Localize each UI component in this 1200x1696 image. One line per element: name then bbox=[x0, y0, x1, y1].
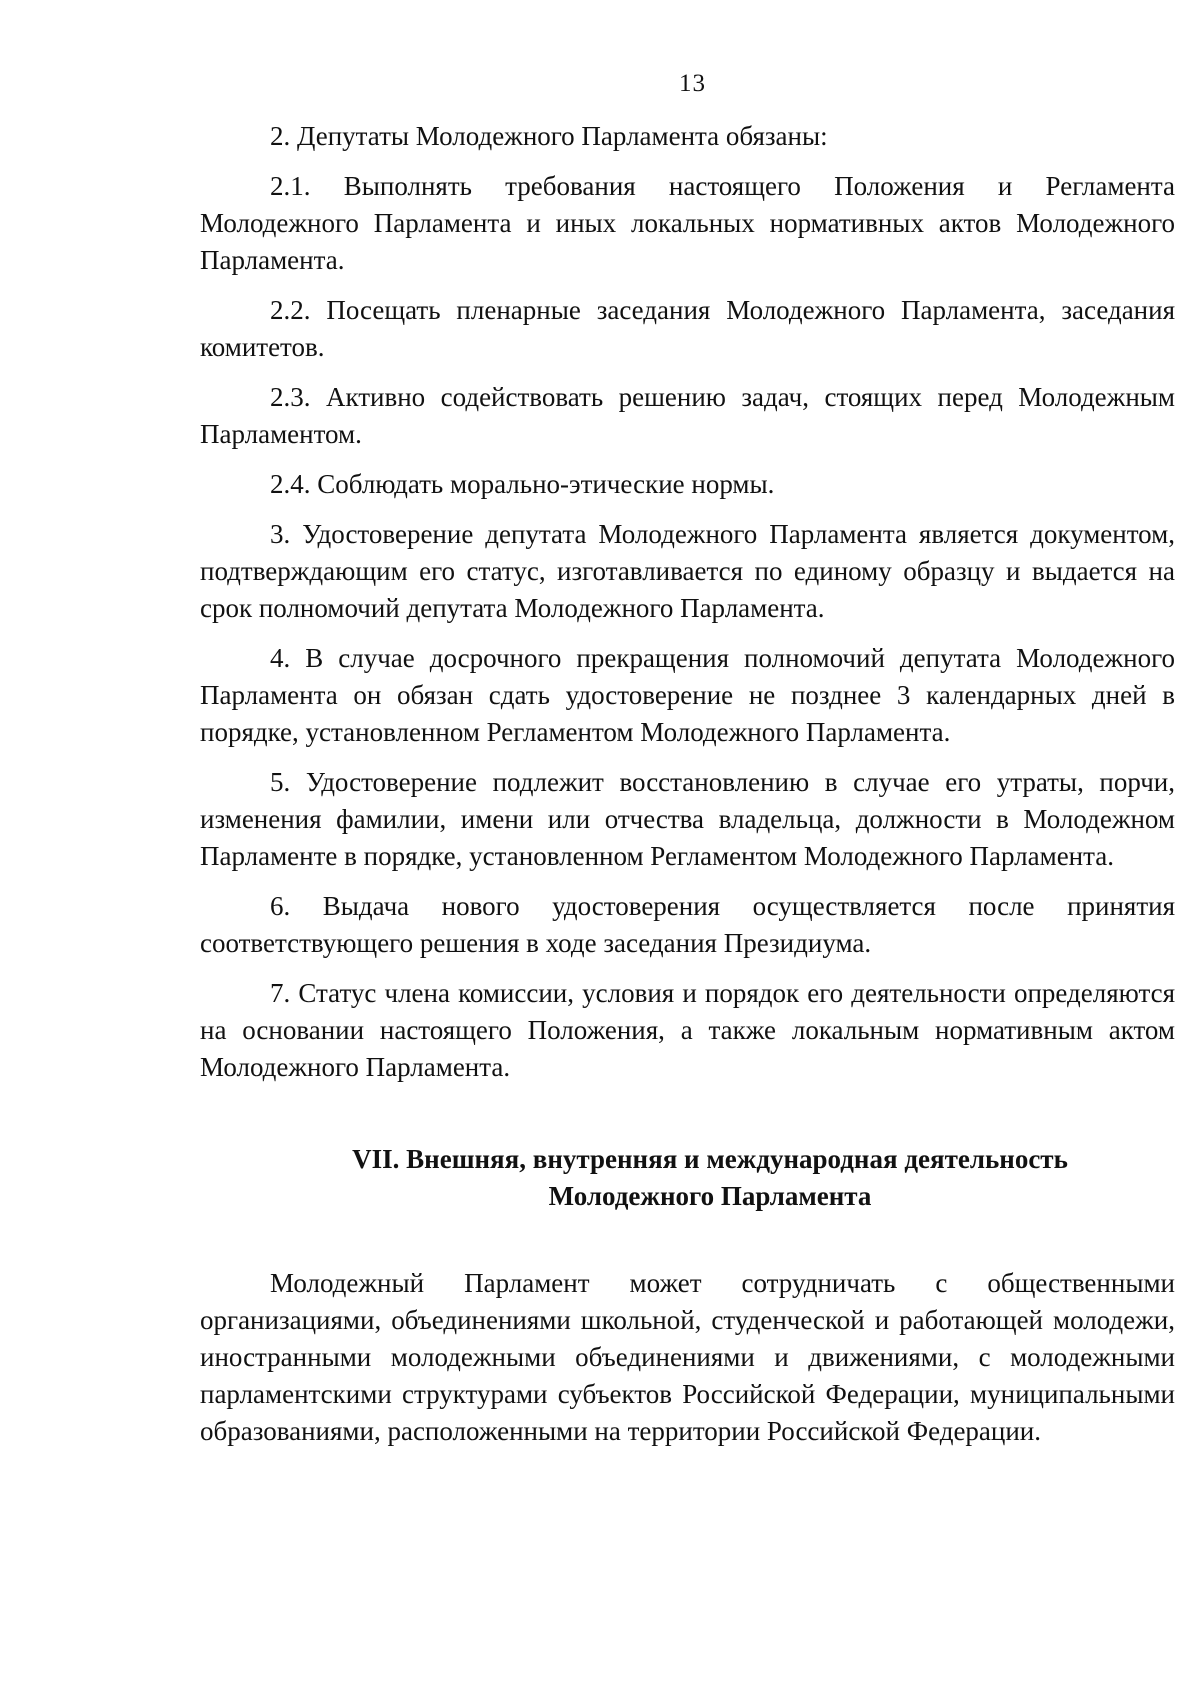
paragraph-3: 3. Удостоверение депутата Молодежного Парламента является документом, подтверждающим его статус, изготавливается по единому образцу и выдается на срок полномочий депутата Молодежного Парламента. bbox=[200, 519, 1175, 623]
paragraph-2: 2. Депутаты Молодежного Парламента обязаны: bbox=[270, 121, 828, 151]
section-heading-line-1: VII. Внешняя, внутренняя и международная деятельность bbox=[352, 1144, 1068, 1174]
paragraph-2-1: 2.1. Выполнять требования настоящего Положения и Регламента Молодежного Парламента и иных локальных нормативных актов Молодежного Парламента. bbox=[200, 171, 1175, 275]
paragraph-5: 5. Удостоверение подлежит восстановлению в случае его утраты, порчи, изменения фамилии, имени или отчества владельца, должности в Молодежном Парламенте в порядке, установленном Регламентом Молодежного Парламента. bbox=[200, 767, 1175, 871]
paragraph-7: 7. Статус члена комиссии, условия и порядок его деятельности определяются на основании настоящего Положения, а также локальным нормативным актом Молодежного Парламента. bbox=[200, 978, 1175, 1082]
section-paragraph: Молодежный Парламент может сотрудничать с общественными организациями, объединениями школьной, студенческой и работающей молодежи, иностранными молодежными объединениями и движениями, с молодежными парламентскими структурами субъектов Российской Федерации, муниципальными образованиями, расположенными на территории Российской Федерации. bbox=[200, 1268, 1175, 1446]
document-body bbox=[200, 118, 1175, 1463]
paragraph-6: 6. Выдача нового удостоверения осуществляется после принятия соответствующего решения в ходе заседания Президиума. bbox=[200, 891, 1175, 958]
paragraph-2-2: 2.2. Посещать пленарные заседания Молодежного Парламента, заседания комитетов. bbox=[200, 295, 1175, 362]
section-heading bbox=[200, 1141, 1175, 1215]
paragraph-2-4: 2.4. Соблюдать морально-этические нормы. bbox=[270, 469, 775, 499]
paragraph-4: 4. В случае досрочного прекращения полномочий депутата Молодежного Парламента он обязан сдать удостоверение не позднее 3 календарных дней в порядке, установленном Регламентом Молодежного Парламента. bbox=[200, 643, 1175, 747]
paragraph-2-3: 2.3. Активно содействовать решению задач, стоящих перед Молодежным Парламентом. bbox=[200, 382, 1175, 449]
section-heading-line-2: Молодежного Парламента bbox=[548, 1181, 872, 1211]
page-number: 13 bbox=[679, 70, 706, 97]
